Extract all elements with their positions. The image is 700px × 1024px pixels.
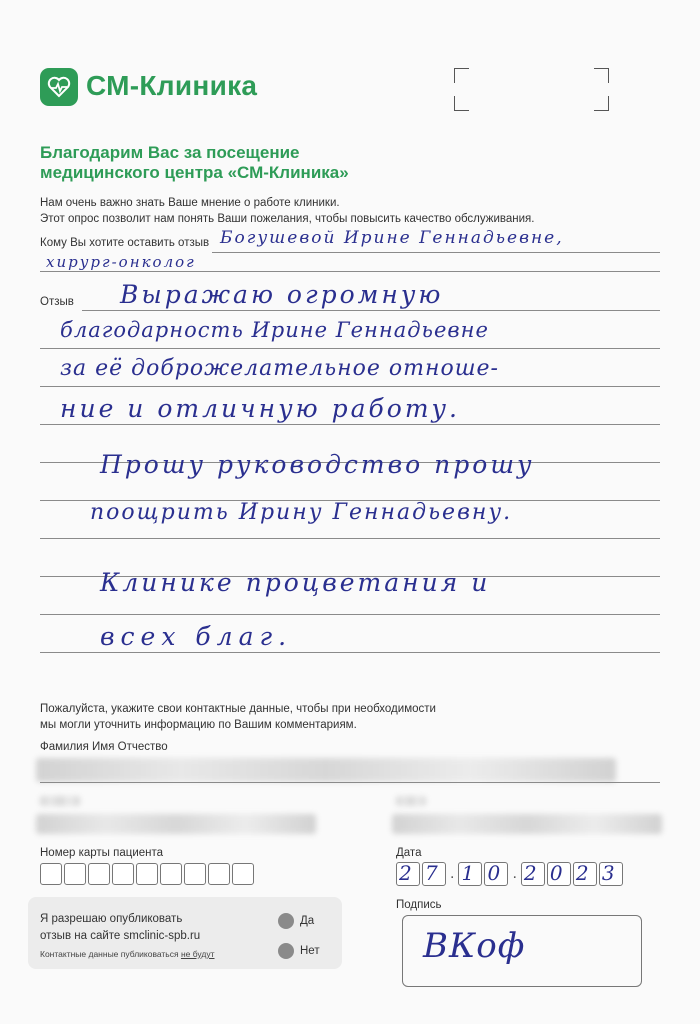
card-digit-cell[interactable] — [184, 863, 206, 885]
date-label: Дата — [396, 847, 422, 859]
consent-text — [40, 911, 200, 945]
recipient-label: Кому Вы хотите оставить отзыв — [40, 237, 210, 249]
date-digit: 0 — [549, 861, 563, 885]
contacts-note-line: мы могли уточнить информацию по Вашим комментариям. — [40, 719, 357, 731]
writing-line — [82, 310, 660, 311]
consent-line: Я разрешаю опубликовать — [40, 913, 183, 925]
consent-note — [40, 949, 215, 959]
publish-consent-box — [28, 897, 342, 969]
date-digit: 0 — [487, 861, 501, 885]
date-separator: . — [450, 865, 455, 882]
consent-note-text: Контактные данные публиковаться — [40, 949, 181, 959]
card-digit-cell[interactable] — [160, 863, 182, 885]
review-handwriting: ние и отличную работу. — [60, 394, 460, 423]
intro-line: Этот опрос позволит нам понять Ваши пожелания, чтобы повысить качество обслуживания. — [40, 213, 535, 225]
date-digit-cell[interactable] — [484, 862, 508, 886]
consent-line: отзыв на сайте smclinic-spb.ru — [40, 930, 201, 942]
corner-mark — [594, 68, 609, 83]
intro-text — [40, 195, 660, 227]
review-handwriting: Прошу руководство прошу — [100, 450, 535, 479]
card-label: Номер карты пациента — [40, 847, 164, 859]
heart-pulse-icon — [47, 76, 71, 98]
corner-mark — [454, 68, 469, 83]
page-title — [40, 143, 460, 183]
intro-line: Нам очень важно знать Ваше мнение о работе клиники. — [40, 197, 340, 209]
review-handwriting: за её доброжелательное отноше- — [60, 356, 499, 381]
card-digit-cell[interactable] — [64, 863, 86, 885]
writing-line — [40, 652, 660, 653]
writing-line — [40, 348, 660, 349]
date-digit-cell[interactable] — [599, 862, 623, 886]
date-digit: 2 — [575, 861, 589, 885]
brand-name: СМ-Клиника — [86, 70, 258, 101]
consent-note-emphasis: не будут — [180, 949, 215, 959]
recipient-handwriting: Богушевой Ирине Геннадьевне, — [220, 228, 564, 248]
date-digit: 2 — [523, 861, 537, 885]
radio-yes[interactable] — [278, 913, 294, 929]
date-separator: . — [512, 865, 517, 882]
card-digit-cell[interactable] — [232, 863, 254, 885]
fio-redacted — [36, 758, 616, 782]
date-digit-cell[interactable] — [422, 862, 446, 886]
email-label-redacted — [396, 796, 426, 806]
date-field[interactable] — [396, 862, 623, 886]
review-label: Отзыв — [40, 296, 74, 308]
writing-line — [40, 614, 660, 615]
card-digit-cell[interactable] — [40, 863, 62, 885]
date-digit: 3 — [601, 861, 615, 885]
date-digit: 2 — [399, 861, 412, 885]
brand-logo — [40, 68, 78, 106]
writing-line — [212, 252, 660, 253]
option-yes-label: Да — [300, 915, 315, 927]
email-redacted — [392, 814, 662, 834]
writing-line — [40, 386, 660, 387]
signature-box[interactable] — [402, 915, 642, 987]
date-digit-cell[interactable] — [458, 862, 482, 886]
title-line: Благодарим Вас за посещение — [40, 143, 300, 162]
review-handwriting: благодарность Ирине Геннадьевне — [60, 318, 489, 342]
date-digit: 1 — [461, 861, 475, 885]
card-digit-cell[interactable] — [136, 863, 158, 885]
signature: ВКоф — [423, 926, 526, 966]
recipient-handwriting-2: хирург-онколог — [46, 253, 196, 271]
review-handwriting: Клинике процветания и — [100, 568, 491, 597]
writing-line — [40, 271, 660, 272]
corner-mark — [454, 96, 469, 111]
contacts-note — [40, 701, 436, 733]
option-no-label: Нет — [300, 945, 320, 957]
card-number-field[interactable] — [40, 863, 254, 885]
writing-line — [40, 424, 660, 425]
phone-redacted — [36, 814, 316, 834]
card-digit-cell[interactable] — [88, 863, 110, 885]
fio-label: Фамилия Имя Отчество — [40, 741, 168, 753]
radio-no[interactable] — [278, 943, 294, 959]
phone-label-redacted — [40, 796, 80, 806]
card-digit-cell[interactable] — [112, 863, 134, 885]
corner-mark — [594, 96, 609, 111]
review-handwriting: поощрить Ирину Геннадьевну. — [90, 500, 513, 525]
date-digit-cell[interactable] — [573, 862, 597, 886]
option-yes[interactable] — [278, 913, 314, 929]
signature-label: Подпись — [396, 899, 442, 911]
option-no[interactable] — [278, 943, 320, 959]
writing-line — [40, 538, 660, 539]
review-handwriting: Выражаю огромную — [120, 280, 444, 309]
review-handwriting: всех благ. — [100, 622, 293, 651]
writing-line — [40, 782, 660, 783]
date-digit: 7 — [425, 861, 438, 885]
date-digit-cell[interactable] — [547, 862, 571, 886]
date-digit-cell[interactable] — [396, 862, 420, 886]
card-digit-cell[interactable] — [208, 863, 230, 885]
contacts-note-line: Пожалуйста, укажите свои контактные данные, чтобы при необходимости — [40, 703, 436, 715]
title-line: медицинского центра «СМ-Клиника» — [40, 163, 349, 182]
date-digit-cell[interactable] — [521, 862, 545, 886]
